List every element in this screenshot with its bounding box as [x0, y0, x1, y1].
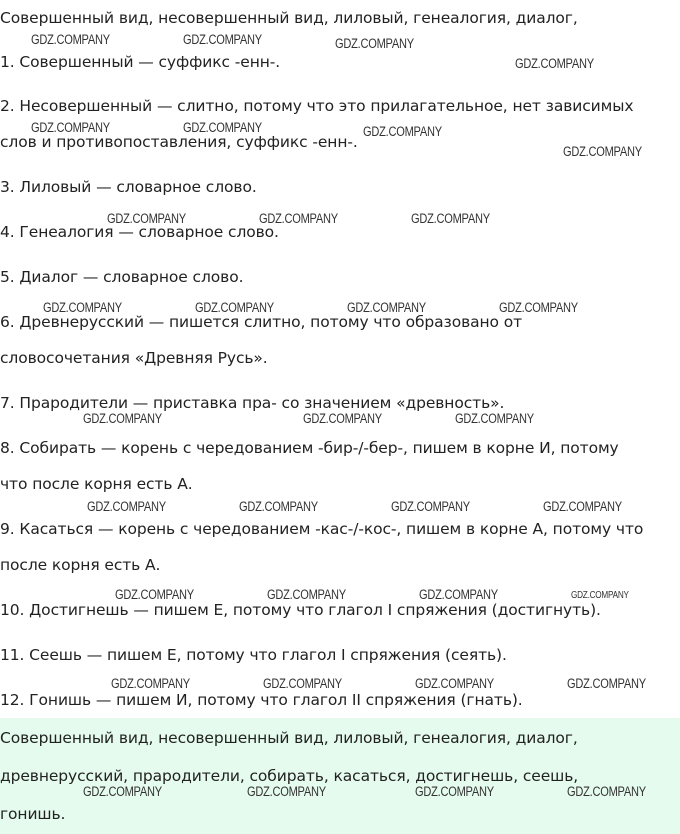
watermark: GDZ.COMPANY — [107, 211, 186, 226]
watermark: GDZ.COMPANY — [247, 784, 326, 799]
item-line-11: 11. Сеешь — пишем Е, потому что глагол I спряжения (сеять). — [0, 646, 507, 664]
watermark: GDZ.COMPANY — [31, 120, 110, 135]
watermark: GDZ.COMPANY — [43, 300, 122, 315]
watermark: GDZ.COMPANY — [347, 300, 426, 315]
watermark: GDZ.COMPANY — [571, 590, 629, 601]
item-line-4: 4. Генеалогия — словарное слово. — [0, 223, 279, 241]
watermark: GDZ.COMPANY — [83, 784, 162, 799]
watermark: GDZ.COMPANY — [31, 32, 110, 47]
watermark: GDZ.COMPANY — [515, 56, 594, 71]
watermark: GDZ.COMPANY — [391, 499, 470, 514]
item-line-9: 9. Касаться — корень с чередованием -кас-/-кос-, пишем в корне А, потому что — [0, 520, 644, 538]
item-line-6-continued: словосочетания «Древняя Русь». — [0, 349, 268, 367]
item-line-2: 2. Несовершенный — слитно, потому что это прилагательное, нет зависимых — [0, 97, 634, 115]
watermark: GDZ.COMPANY — [415, 676, 494, 691]
answer-line-1: Совершенный вид, несовершенный вид, лиловый, генеалогия, диалог, — [0, 729, 578, 747]
item-line-5: 5. Диалог — словарное слово. — [0, 268, 244, 286]
watermark: GDZ.COMPANY — [499, 300, 578, 315]
item-line-6: 6. Древнерусский — пишется слитно, потому что образовано от — [0, 313, 523, 331]
item-line-8: 8. Собирать — корень с чередованием -бир-/-бер-, пишем в корне И, потому — [0, 439, 619, 457]
watermark: GDZ.COMPANY — [115, 587, 194, 602]
item-line-1: 1. Совершенный — суффикс -енн-. — [0, 53, 281, 71]
watermark: GDZ.COMPANY — [259, 211, 338, 226]
answer-line-2: древнерусский, прародители, собирать, касаться, достигнешь, сеешь, — [0, 767, 579, 785]
watermark: GDZ.COMPANY — [267, 587, 346, 602]
watermark: GDZ.COMPANY — [419, 587, 498, 602]
watermark: GDZ.COMPANY — [111, 676, 190, 691]
watermark: GDZ.COMPANY — [239, 499, 318, 514]
header-line: Совершенный вид, несовершенный вид, лиловый, генеалогия, диалог, — [0, 9, 578, 27]
watermark: GDZ.COMPANY — [183, 120, 262, 135]
watermark: GDZ.COMPANY — [87, 499, 166, 514]
item-line-2-continued: слов и противопоставления, суффикс -енн-. — [0, 133, 358, 151]
watermark: GDZ.COMPANY — [335, 36, 414, 51]
item-line-9-continued: после корня есть А. — [0, 556, 161, 574]
watermark: GDZ.COMPANY — [263, 676, 342, 691]
watermark: GDZ.COMPANY — [183, 32, 262, 47]
item-line-10: 10. Достигнешь — пишем Е, потому что глагол I спряжения (достигнуть). — [0, 601, 601, 619]
watermark: GDZ.COMPANY — [563, 144, 642, 159]
watermark: GDZ.COMPANY — [543, 499, 622, 514]
watermark: GDZ.COMPANY — [83, 411, 162, 426]
watermark: GDZ.COMPANY — [303, 411, 382, 426]
watermark: GDZ.COMPANY — [567, 784, 646, 799]
watermark: GDZ.COMPANY — [363, 124, 442, 139]
item-line-3: 3. Лиловый — словарное слово. — [0, 178, 257, 196]
item-line-8-continued: что после корня есть А. — [0, 475, 193, 493]
watermark: GDZ.COMPANY — [411, 211, 490, 226]
watermark: GDZ.COMPANY — [567, 676, 646, 691]
item-line-7: 7. Прародители — приставка пра- со значением «древность». — [0, 394, 505, 412]
watermark: GDZ.COMPANY — [195, 300, 274, 315]
item-line-12: 12. Гонишь — пишем И, потому что глагол II спряжения (гнать). — [0, 691, 523, 709]
watermark: GDZ.COMPANY — [455, 411, 534, 426]
answer-line-3: гонишь. — [0, 805, 66, 823]
watermark: GDZ.COMPANY — [415, 784, 494, 799]
